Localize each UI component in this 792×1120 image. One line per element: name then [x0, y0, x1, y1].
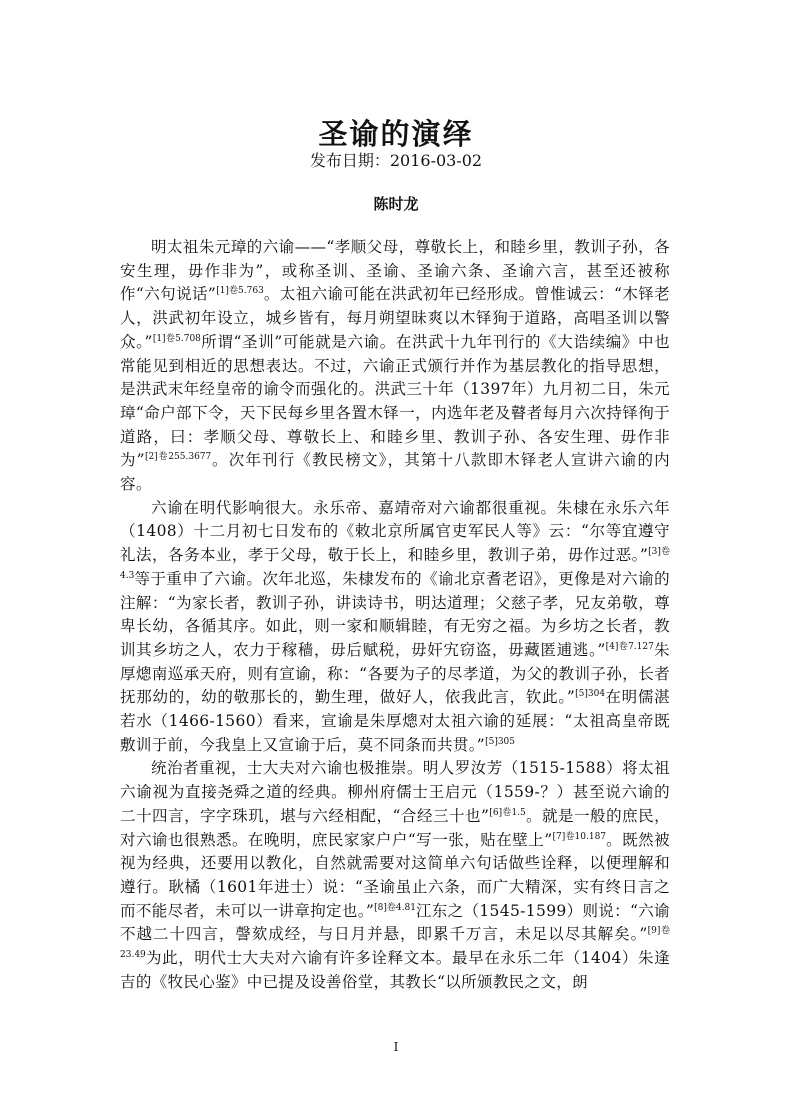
citation-ref: [7]卷10.187 [552, 831, 607, 842]
paragraph-text: 。就是一般的庶民，对六谕也很熟悉。在晚明，庶民家家户户“写一张，贴在壁上” [120, 806, 671, 849]
article-title: 圣谕的演绎 [318, 117, 474, 151]
paragraph [120, 236, 670, 497]
paragraph-text: 明太祖朱元璋的六谕——“孝顺父母，尊敬长上，和睦乡里，教训子孙，各安生理，毋作非为”，或称圣训、圣谕、圣谕六条、圣谕六言，甚至还被称作“六句说话” [120, 238, 670, 304]
citation-ref: [9]卷23.49 [120, 926, 670, 960]
page-number: I [393, 1040, 399, 1054]
paragraph-text: 。太祖六谕可能在洪武初年已经形成。曾惟诚云：“木铎老人，洪武初年设立，城乡皆有，每月朔望昧爽以木铎狥于道路，高唱圣训以警众。” [120, 285, 670, 351]
citation-ref: [1]卷5.708 [152, 333, 201, 344]
paragraph-text: 朱厚熜南巡承天府，则有宣谕，称：“各要为子的尽孝道，为父的教训子孙，长者抚那幼的，幼的敬那长的，勤生理，做好人，依我此言，钦此。” [120, 640, 670, 707]
paragraph-text: 。次年刊行《教民榜文》，其第十八款即木铎老人宣讲六谕的内容。 [120, 451, 670, 494]
article-body [120, 236, 670, 995]
paragraph-text: 所谓“圣训”可能就是六谕。在洪武十九年刊行的《大诰续编》中也常能见到相近的思想表达。不过，六谕正式颁行并作为基层教化的指导思想，是洪武末年经皇帝的谕令而强化的。洪武三十年（1397年）九月初二日，朱元璋“命户部下令，天下民每乡里各置木铎一，内选年老及瞽者每月六次持铎徇于道路，曰：孝顺父母、尊敬长上、和睦乡里、教训子孙、各安生理、毋作非为” [120, 332, 670, 470]
citation-ref: [5]305 [485, 736, 516, 747]
citation-ref: [8]卷4.81 [374, 902, 416, 913]
citation-ref: [1]卷5.763 [216, 286, 264, 297]
paragraph-text: 等于重申了六谕。次年北巡，朱棣发布的《谕北京耆老诏》，更像是对六谕的注解：“为家长者，教训子孙，讲读诗书，明达道理；父慈子孝，兄友弟敬，尊卑长幼，各循其序。如此，则一家和顺辑睦，有无穷之福。为乡坊之长者，教训其乡坊之人，农力于稼穑，毋后赋税，毋奸宄窃盗，毋藏匿逋逃。” [120, 569, 670, 659]
paragraph-text: 。既然被视为经典，还要用以教化，自然就需要对这简单六句话做些诠释，以便理解和遵行。耿橘（1601年进士）说：“圣谕虽止六条，而广大精深，实有终日言之而不能尽者，未可以一讲章拘定也。” [120, 830, 670, 920]
publish-date: 发布日期：2016-03-02 [309, 151, 483, 170]
paragraph [120, 757, 670, 994]
citation-ref: [3]卷4.3 [120, 546, 671, 581]
paragraph-text: 六谕在明代影响很大。永乐帝、嘉靖帝对六谕都很重视。朱棣在永乐六年（1408）十二月初七日发布的《敕北京所属官吏军民人等》云：“尔等宜遵守礼法，各务本业，孝于父母，敬于长上，和睦乡里，教训子弟，毋作过恶。” [120, 498, 670, 565]
citation-ref: [5]304 [575, 689, 606, 700]
paragraph-text: 江东之（1545-1599）则说：“六谕不越二十四言，謦欬成经，与日月并悬，即累千万言，未足以尽其解矣。” [120, 901, 670, 944]
citation-ref: [4]卷7.127 [605, 641, 654, 652]
paragraph-text: 在明儒湛若水（1466-1560）看来，宣谕是朱厚熜对太祖六谕的延展：“太祖高皇帝既敷训于前，今我皇上又宣谕于后，莫不同条而共贯。” [120, 688, 671, 754]
paragraph-text: 为此，明代士大夫对六谕有许多诠释文本。最早在永乐二年（1404）朱逢吉的《牧民心鉴》中已提及设善俗堂，其教长“以所颁教民之文，朗 [120, 949, 670, 991]
paragraph-text: 统治者重视，士大夫对六谕也极推崇。明人罗汝芳（1515-1588）将太祖六谕视为直接尧舜之道的经典。柳州府儒士王启元（1559-？）甚至说六谕的二十四言，字字珠玑，堪与六经相配，“合经三十也” [120, 759, 670, 825]
paragraph [120, 497, 670, 758]
citation-ref: [2]卷255.3677 [144, 452, 212, 463]
author-name: 陈时龙 [373, 195, 419, 213]
citation-ref: [6]卷1.5 [489, 807, 526, 818]
